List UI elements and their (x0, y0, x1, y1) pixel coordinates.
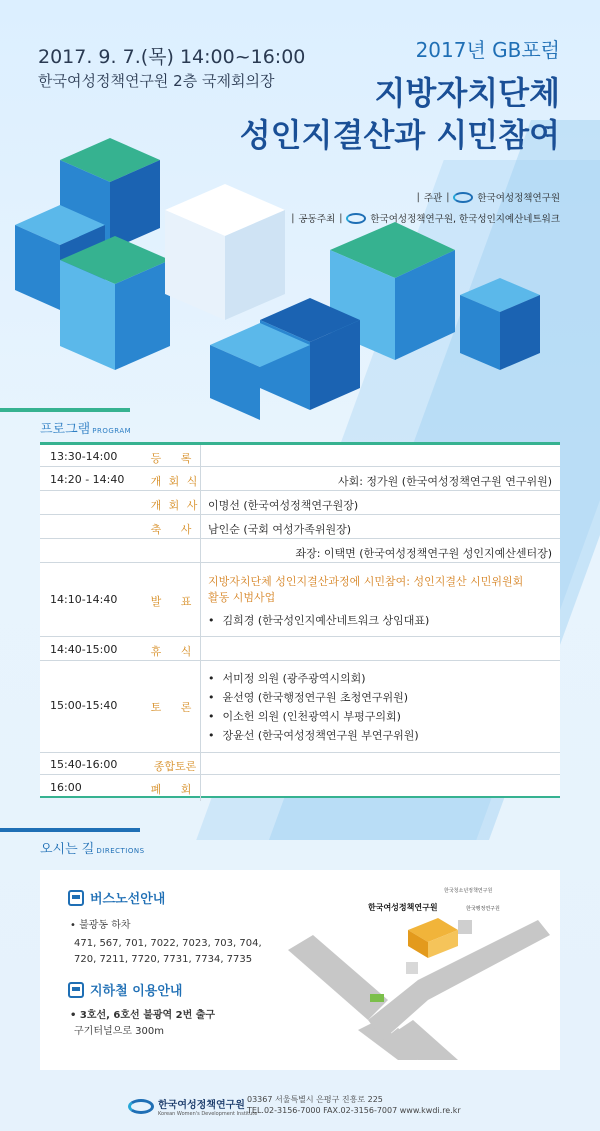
forum-name: 2017년 GB포럼 (415, 38, 560, 62)
map-label: 한국청소년정책연구원 (444, 888, 493, 894)
list-item: • 장윤선 (한국여성정책연구원 부연구위원) (208, 726, 552, 745)
list-item: • 서미정 의원 (광주광역시의회) (208, 669, 552, 688)
section-bar (0, 408, 130, 412)
location-map (288, 880, 550, 1060)
host-info: | 주관 | 한국여성정책연구원 (416, 191, 560, 204)
list-item: • 이소헌 의원 (인천광역시 부평구의회) (208, 707, 552, 726)
list-item: • 윤선영 (한국행정연구원 초청연구위원) (208, 688, 552, 707)
program-heading: 프로그램 PROGRAM (40, 422, 132, 437)
program-table (40, 442, 560, 798)
table-row: 16:00 폐 회 (50, 781, 200, 796)
directions-heading: 오시는 길 DIRECTIONS (40, 842, 145, 857)
table-row: 13:30-14:00 등 록 (40, 445, 560, 467)
event-date: 2017. 9. 7.(목) 14:00~16:00 (38, 46, 306, 68)
table-row: 14:10-14:40 발 표 지방자치단체 성인지결산과정에 시민참여: 성인지결산 시민위원회 활동 시범사업 • 김희경 (한국성인지예산네트워크 상임대표) (40, 563, 560, 637)
subway-icon (68, 982, 84, 998)
table-row: 14:20 - 14:40 개 회 식 사회: 정가원 (한국여성정책연구원 연구위원) (40, 467, 560, 491)
table-row: 15:40-16:00 종합토론 (40, 753, 560, 775)
cubes-illustration (0, 120, 600, 420)
table-row: 축 사 남인순 (국회 여성가족위원장) (40, 515, 560, 539)
table-row: 좌장: 이택면 (한국여성정책연구원 성인지예산센터장) (40, 539, 560, 563)
bus-icon (68, 890, 84, 906)
directions-box: 버스노선안내 • 불광동 하차 471, 567, 701, 7022, 7023, 703, 704, 720, 7211, 7720, 7731, 7734, 7735 지하철 이용안내 • 3호선, 6호선 불광역 2번 출구 구기터널으로 300m 한국청소년정책연구원 한국여성정책연구원 한국행정연구원 (40, 870, 560, 1070)
page-title: 지방자치단체 (374, 74, 560, 112)
event-venue: 한국여성정책연구원 2층 국제회의장 (38, 72, 275, 90)
map-label: 한국여성정책연구원 (368, 903, 438, 912)
page-subtitle: 성인지결산과 시민참여 (239, 116, 560, 154)
kwdi-logo-icon (128, 1099, 154, 1114)
map-label: 한국행정연구원 (466, 906, 500, 912)
footer: 한국여성정책연구원 Korean Women's Development Institute 03367 서울특별시 은평구 진흥로 225 TEL.02-3156-7000 FAX.02-3156-7007 www.kwdi.re.kr (0, 1082, 600, 1131)
section-bar (0, 828, 140, 832)
list-item: • 김희경 (한국성인지예산네트워크 상임대표) (208, 611, 552, 630)
cohost-info: | 공동주최 | 한국여성정책연구원, 한국성인지예산네트워크 (291, 212, 560, 225)
table-row: 개 회 사 이명선 (한국여성정책연구원장) (40, 491, 560, 515)
table-row: 15:00-15:40 토 론 • 서미정 의원 (광주광역시의회) • 윤선영 (한국행정연구원 초청연구위원) • 이소헌 의원 (인천광역시 부평구의회) • 장윤선 (한국여성정책연구원 부연구위원) (40, 661, 560, 753)
table-row: 14:40-15:00 휴 식 (40, 637, 560, 661)
